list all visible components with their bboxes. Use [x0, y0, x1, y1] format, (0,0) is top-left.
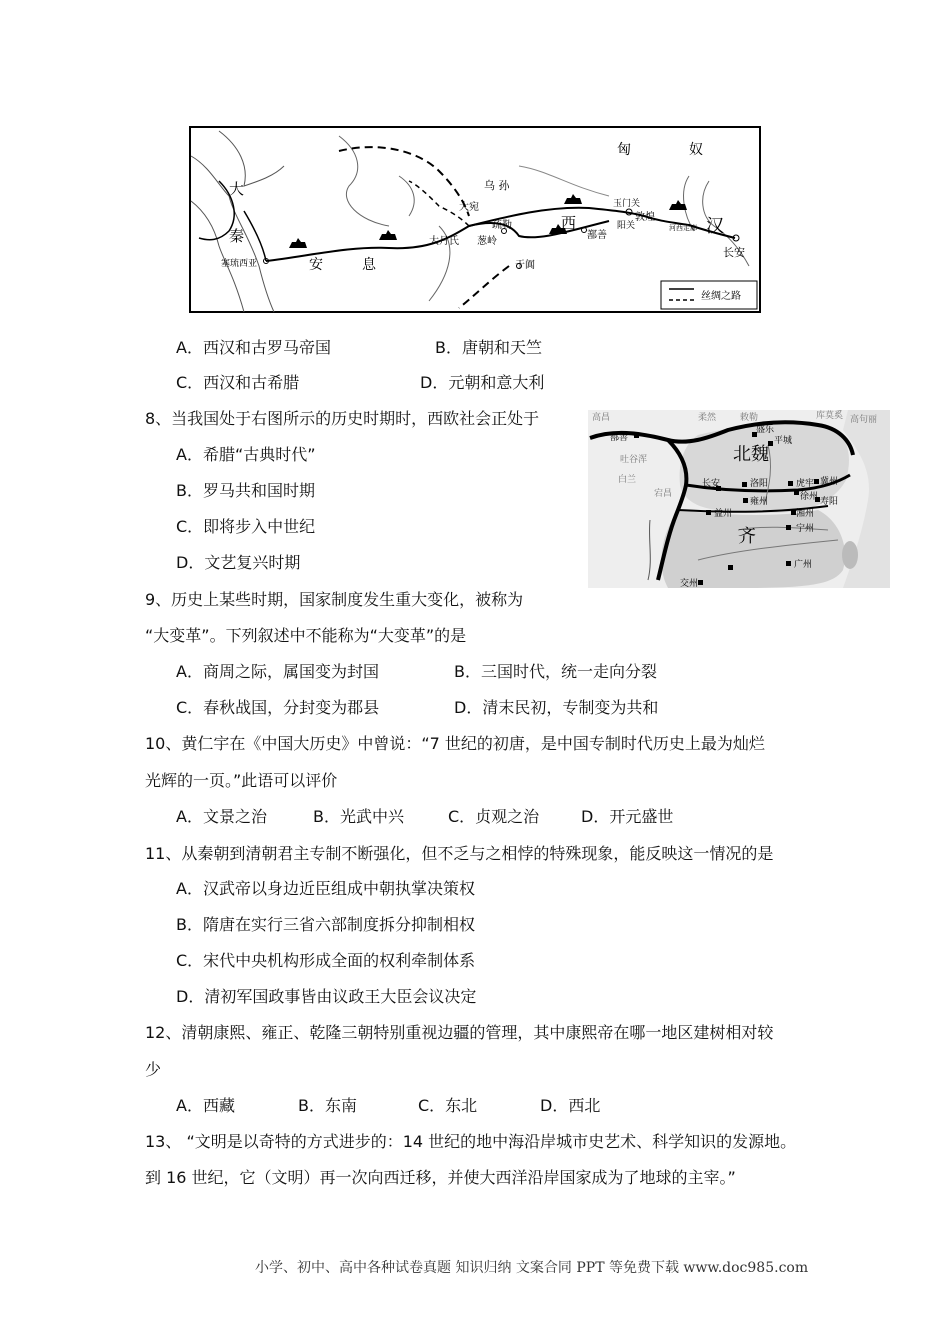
label-dayuezhi: 大月氏 — [429, 236, 459, 247]
q11-option-a: A．汉武帝以身边近臣组成中朝执掌决策权 — [176, 879, 475, 898]
label-shule: 疏勒 — [492, 220, 512, 231]
q12-option-d: D．西北 — [540, 1096, 601, 1115]
label-shanshan-2: 鄯善 — [610, 433, 629, 443]
page-footer: 小学、初中、高中各种试卷真题 知识归纳 文案合同 PPT 等免费下载 www.doc985.com — [255, 1260, 809, 1276]
q8-option-c: C．即将步入中世纪 — [176, 517, 316, 536]
q7-option-c: C．西汉和古希腊 — [176, 373, 300, 392]
label-jiaozhou: 交州 — [680, 579, 699, 588]
q9-stem-2: “大变革”。下列叙述中不能称为“大变革”的是 — [145, 626, 467, 645]
label-qin: 秦 — [229, 227, 245, 245]
label-han: 汉 — [706, 216, 724, 237]
q12-option-b: B．东南 — [298, 1096, 357, 1115]
label-kumoxi: 库莫奚 — [816, 411, 844, 421]
q12-option-c: C．东北 — [418, 1096, 478, 1115]
legend-silk-road: 丝绸之路 — [701, 291, 741, 302]
label-xi2: 息 — [362, 257, 376, 273]
label-yutian: 于阗 — [515, 260, 535, 271]
label-lingguan: 宁州 — [796, 524, 815, 534]
label-dunhuang: 敦煌 — [635, 212, 655, 223]
q13-stem-2: 到 16 世纪，它（文明）再一次向西迁移，并使大西洋沿岸国家成为了地球的主宰。” — [145, 1168, 736, 1187]
q12-stem-2: 少 — [145, 1060, 162, 1079]
label-yangguan: 阳关 — [617, 221, 636, 231]
label-xiongnu-1: 匈 — [617, 142, 631, 158]
label-baima: 白兰 — [618, 475, 637, 485]
label-dangchang: 宕昌 — [654, 489, 673, 499]
label-gaogouli: 高句丽 — [850, 415, 878, 425]
label-gaochang: 高昌 — [592, 413, 611, 423]
label-shouyang: 寿阳 — [820, 497, 839, 507]
label-seleucia: 塞琉西亚 — [221, 259, 258, 269]
q7-option-d: D．元朝和意大利 — [420, 373, 545, 392]
northern-wei-map — [588, 410, 890, 588]
label-an: 安 — [309, 257, 323, 273]
label-tuyuhun: 吐谷浑 — [620, 455, 648, 465]
label-wusun: 乌 孙 — [484, 179, 510, 192]
label-shengle: 盛乐 — [756, 425, 775, 435]
label-xuzhou: 徐州 — [800, 492, 819, 502]
q9-option-d: D．清末民初，专制变为共和 — [454, 698, 659, 717]
q12-stem-1: 12、清朝康熙、雍正、乾隆三朝特别重视边疆的管理，其中康熙帝在哪一地区建树相对较 — [145, 1023, 774, 1042]
q9-option-b: B．三国时代，统一走向分裂 — [454, 662, 657, 681]
q11-option-b: B．隋唐在实行三省六部制度拆分抑制相权 — [176, 915, 475, 934]
silk-road-map — [189, 126, 761, 313]
q11-option-d: D．清初军国政事皆由议政王大臣会议决定 — [176, 987, 477, 1006]
q8-option-a: A．希腊“古典时代” — [176, 445, 316, 464]
label-jizhou: 冀州 — [820, 477, 839, 487]
label-luoyang: 洛阳 — [750, 479, 769, 489]
q10-option-b: B．光武中兴 — [313, 807, 404, 826]
q10-option-c: C．贞观之治 — [448, 807, 540, 826]
label-xi: 西 — [561, 214, 577, 232]
label-hexi: 河西走廊 — [669, 224, 697, 232]
label-dayuan: 大宛 — [459, 202, 479, 213]
q8-option-d: D．文艺复兴时期 — [176, 553, 301, 572]
q8-option-b: B．罗马共和国时期 — [176, 481, 315, 500]
q7-option-a: A．西汉和古罗马帝国 — [176, 338, 331, 357]
q10-option-a: A．文景之治 — [176, 807, 267, 826]
q7-option-b: B．唐朝和天竺 — [435, 338, 542, 357]
q11-stem: 11、从秦朝到清朝君主专制不断强化，但不乏与之相悖的特殊现象，能反映这一情况的是 — [145, 844, 774, 863]
q9-option-c: C．春秋战国，分封变为郡县 — [176, 698, 380, 717]
label-rouran: 柔然 — [698, 413, 717, 423]
q10-option-d: D．开元盛世 — [581, 807, 674, 826]
label-qi: 齐 — [738, 526, 756, 547]
label-shanshan: 鄯善 — [587, 230, 607, 241]
label-xiangzhou: 湘州 — [796, 509, 815, 519]
label-congling: 葱岭 — [477, 236, 497, 247]
label-da: 大 — [229, 180, 245, 198]
q10-stem-1: 10、黄仁宇在《中国大历史》中曾说：“7 世纪的初唐，是中国专制时代历史上最为灿烂 — [145, 734, 765, 753]
q13-stem-1: 13、 “文明是以奇特的方式进步的：14 世纪的地中海沿岸城市史艺术、科学知识的发源地。 — [145, 1132, 797, 1151]
q10-stem-2: 光辉的一页。”此语可以评价 — [145, 771, 338, 790]
label-guangzhou: 广州 — [794, 560, 813, 570]
label-yizhou: 益州 — [714, 509, 733, 519]
label-changan: 长安 — [723, 246, 745, 259]
q11-option-c: C．宋代中央机构形成全面的权利牵制体系 — [176, 951, 476, 970]
q9-option-a: A．商周之际，属国变为封国 — [176, 662, 379, 681]
label-xiongnu-2: 奴 — [689, 142, 703, 158]
q8-stem: 8、当我国处于右图所示的历史时期时，西欧社会正处于 — [145, 409, 540, 428]
label-beiwei: 北魏 — [733, 444, 769, 465]
label-yongzhou: 雍州 — [750, 497, 769, 507]
label-chile: 敕勒 — [740, 413, 759, 423]
q9-stem-1: 9、历史上某些时期，国家制度发生重大变化，被称为 — [145, 590, 524, 609]
label-pingcheng: 平城 — [774, 436, 793, 446]
label-hulao: 虎牢 — [796, 479, 815, 489]
label-changan-2: 长安 — [702, 479, 721, 489]
q12-option-a: A．西藏 — [176, 1096, 235, 1115]
label-yumenguan: 玉门关 — [613, 199, 641, 209]
